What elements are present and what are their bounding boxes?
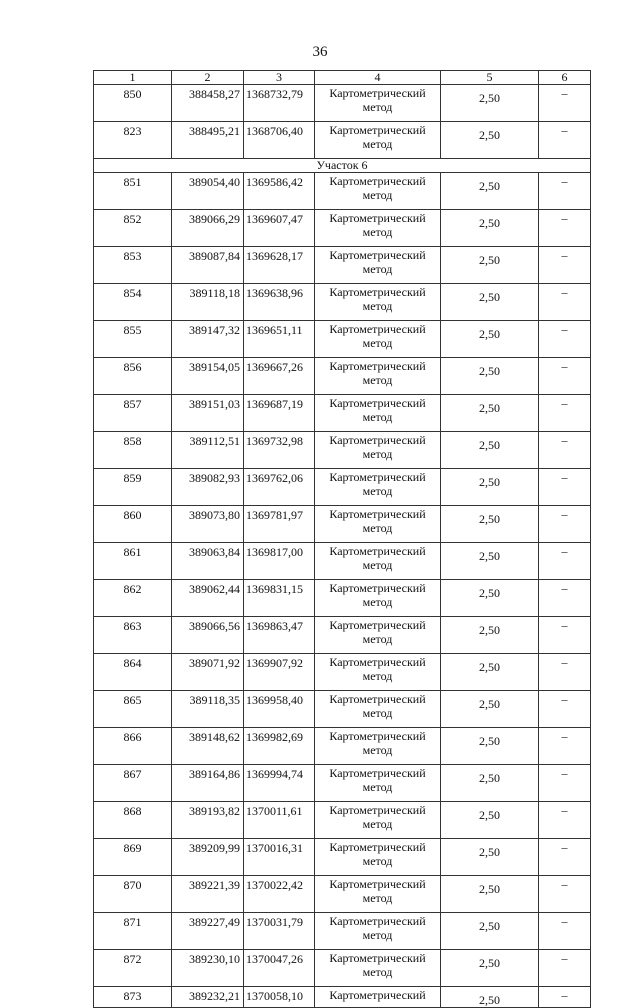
method-line-1: Картометрический — [329, 285, 426, 299]
accuracy-cell: 2,50 — [441, 321, 539, 358]
note-cell: – — [539, 839, 591, 876]
method-line-1: Картометрический — [329, 877, 426, 891]
point-number-cell: 873 — [94, 987, 172, 1008]
method-cell — [315, 987, 441, 1008]
method-line-1: Картометрический — [329, 433, 426, 447]
point-number-cell: 867 — [94, 765, 172, 802]
accuracy-cell: 2,50 — [441, 950, 539, 987]
method-line-2: метод — [362, 928, 393, 942]
method-line-2: метод — [362, 188, 393, 202]
method-line-2: метод — [362, 484, 393, 498]
accuracy-cell: 2,50 — [441, 173, 539, 210]
y-coordinate-cell: 1369831,15 — [244, 580, 315, 617]
method-cell — [315, 173, 441, 210]
method-line-1: Картометрический — [329, 988, 426, 1002]
method-cell — [315, 284, 441, 321]
method-line-2: метод — [362, 891, 393, 905]
method-cell — [315, 654, 441, 691]
method-cell — [315, 210, 441, 247]
x-coordinate-cell: 389063,84 — [172, 543, 244, 580]
method-line-2: метод — [362, 299, 393, 313]
point-number-cell: 871 — [94, 913, 172, 950]
point-number-cell: 860 — [94, 506, 172, 543]
method-cell — [315, 913, 441, 950]
point-number-cell: 862 — [94, 580, 172, 617]
method-line-2: метод — [362, 100, 393, 114]
accuracy-cell: 2,50 — [441, 543, 539, 580]
method-line-2: метод — [362, 854, 393, 868]
method-line-1: Картометрический — [329, 174, 426, 188]
x-coordinate-cell: 389164,86 — [172, 765, 244, 802]
note-cell: – — [539, 173, 591, 210]
note-cell: – — [539, 469, 591, 506]
method-line-2: метод — [362, 225, 393, 239]
note-cell: – — [539, 210, 591, 247]
note-cell: – — [539, 617, 591, 654]
column-header: 5 — [441, 71, 539, 85]
note-cell: – — [539, 358, 591, 395]
y-coordinate-cell: 1369687,19 — [244, 395, 315, 432]
accuracy-cell: 2,50 — [441, 691, 539, 728]
table-row — [94, 580, 591, 617]
table-row — [94, 432, 591, 469]
note-cell: – — [539, 913, 591, 950]
column-header: 4 — [315, 71, 441, 85]
table-row — [94, 543, 591, 580]
table-row — [94, 210, 591, 247]
method-line-2: метод — [362, 137, 393, 151]
table-row — [94, 654, 591, 691]
method-cell — [315, 247, 441, 284]
y-coordinate-cell: 1369817,00 — [244, 543, 315, 580]
method-cell — [315, 950, 441, 987]
point-number-cell: 856 — [94, 358, 172, 395]
accuracy-cell: 2,50 — [441, 765, 539, 802]
note-cell: – — [539, 987, 591, 1008]
point-number-cell: 858 — [94, 432, 172, 469]
note-cell: – — [539, 543, 591, 580]
column-header: 1 — [94, 71, 172, 85]
accuracy-cell: 2,50 — [441, 839, 539, 876]
table-row — [94, 122, 591, 159]
y-coordinate-cell: 1369732,98 — [244, 432, 315, 469]
method-line-1: Картометрический — [329, 123, 426, 137]
table-row — [94, 506, 591, 543]
method-cell — [315, 839, 441, 876]
note-cell: – — [539, 284, 591, 321]
method-cell — [315, 876, 441, 913]
method-line-2: метод — [362, 262, 393, 276]
method-line-2: метод — [362, 669, 393, 683]
point-number-cell: 853 — [94, 247, 172, 284]
note-cell: – — [539, 765, 591, 802]
point-number-cell: 872 — [94, 950, 172, 987]
table-row — [94, 691, 591, 728]
method-line-1: Картометрический — [329, 544, 426, 558]
method-line-2: метод — [362, 706, 393, 720]
method-line-1: Картометрический — [329, 914, 426, 928]
note-cell: – — [539, 876, 591, 913]
method-cell — [315, 432, 441, 469]
point-number-cell: 859 — [94, 469, 172, 506]
method-cell — [315, 358, 441, 395]
method-line-1: Картометрический — [329, 396, 426, 410]
y-coordinate-cell: 1368706,40 — [244, 122, 315, 159]
accuracy-cell: 2,50 — [441, 358, 539, 395]
point-number-cell: 865 — [94, 691, 172, 728]
column-header: 3 — [244, 71, 315, 85]
x-coordinate-cell: 389193,82 — [172, 802, 244, 839]
y-coordinate-cell: 1369586,42 — [244, 173, 315, 210]
method-cell — [315, 802, 441, 839]
table-row — [94, 395, 591, 432]
note-cell: – — [539, 728, 591, 765]
point-number-cell: 857 — [94, 395, 172, 432]
method-cell — [315, 85, 441, 122]
note-cell: – — [539, 395, 591, 432]
x-coordinate-cell: 389073,80 — [172, 506, 244, 543]
method-line-1: Картометрический — [329, 359, 426, 373]
accuracy-cell: 2,50 — [441, 580, 539, 617]
table-row — [94, 802, 591, 839]
point-number-cell: 868 — [94, 802, 172, 839]
y-coordinate-cell: 1369762,06 — [244, 469, 315, 506]
table-row — [94, 913, 591, 950]
note-cell: – — [539, 321, 591, 358]
method-cell — [315, 580, 441, 617]
x-coordinate-cell: 389232,21 — [172, 987, 244, 1008]
method-cell — [315, 395, 441, 432]
x-coordinate-cell: 389209,99 — [172, 839, 244, 876]
point-number-cell: 866 — [94, 728, 172, 765]
y-coordinate-cell: 1370058,10 — [244, 987, 315, 1008]
x-coordinate-cell: 389227,49 — [172, 913, 244, 950]
table-row — [94, 839, 591, 876]
y-coordinate-cell: 1370022,42 — [244, 876, 315, 913]
accuracy-cell: 2,50 — [441, 284, 539, 321]
x-coordinate-cell: 388458,27 — [172, 85, 244, 122]
x-coordinate-cell: 389147,32 — [172, 321, 244, 358]
table-row — [94, 950, 591, 987]
accuracy-cell: 2,50 — [441, 85, 539, 122]
method-line-1: Картометрический — [329, 655, 426, 669]
method-line-1: Картометрический — [329, 692, 426, 706]
method-line-1: Картометрический — [329, 581, 426, 595]
x-coordinate-cell: 389066,29 — [172, 210, 244, 247]
accuracy-cell: 2,50 — [441, 210, 539, 247]
x-coordinate-cell: 389154,05 — [172, 358, 244, 395]
point-number-cell: 863 — [94, 617, 172, 654]
table-row — [94, 284, 591, 321]
table-row — [94, 987, 591, 1008]
note-cell: – — [539, 85, 591, 122]
method-line-2: метод — [362, 595, 393, 609]
x-coordinate-cell: 389066,56 — [172, 617, 244, 654]
point-number-cell: 851 — [94, 173, 172, 210]
x-coordinate-cell: 389112,51 — [172, 432, 244, 469]
x-coordinate-cell: 389054,40 — [172, 173, 244, 210]
y-coordinate-cell: 1369907,92 — [244, 654, 315, 691]
x-coordinate-cell: 389062,44 — [172, 580, 244, 617]
accuracy-cell: 2,50 — [441, 913, 539, 950]
y-coordinate-cell: 1368732,79 — [244, 85, 315, 122]
method-line-2: метод — [362, 373, 393, 387]
y-coordinate-cell: 1369667,26 — [244, 358, 315, 395]
method-line-1: Картометрический — [329, 248, 426, 262]
method-line-1: Картометрический — [329, 766, 426, 780]
table-row — [94, 173, 591, 210]
accuracy-cell: 2,50 — [441, 122, 539, 159]
point-number-cell: 823 — [94, 122, 172, 159]
table-row — [94, 617, 591, 654]
method-line-2: метод — [362, 743, 393, 757]
section-row — [94, 159, 591, 173]
x-coordinate-cell: 389221,39 — [172, 876, 244, 913]
table-row — [94, 247, 591, 284]
accuracy-cell: 2,50 — [441, 876, 539, 913]
column-header-row — [94, 71, 591, 85]
note-cell: – — [539, 802, 591, 839]
note-cell: – — [539, 506, 591, 543]
x-coordinate-cell: 389087,84 — [172, 247, 244, 284]
point-number-cell: 869 — [94, 839, 172, 876]
note-cell: – — [539, 247, 591, 284]
x-coordinate-cell: 389071,92 — [172, 654, 244, 691]
method-line-2: метод — [362, 632, 393, 646]
table-row — [94, 876, 591, 913]
point-number-cell: 854 — [94, 284, 172, 321]
method-line-2: метод — [362, 817, 393, 831]
method-line-1: Картометрический — [329, 86, 426, 100]
method-line-2: метод — [362, 558, 393, 572]
accuracy-cell: 2,50 — [441, 506, 539, 543]
point-number-cell: 850 — [94, 85, 172, 122]
point-number-cell: 852 — [94, 210, 172, 247]
y-coordinate-cell: 1369781,97 — [244, 506, 315, 543]
method-line-1: Картометрический — [329, 507, 426, 521]
y-coordinate-cell: 1370016,31 — [244, 839, 315, 876]
method-cell — [315, 691, 441, 728]
table-row — [94, 321, 591, 358]
method-line-2: метод — [362, 521, 393, 535]
x-coordinate-cell: 389148,62 — [172, 728, 244, 765]
accuracy-cell: 2,50 — [441, 987, 539, 1008]
accuracy-cell: 2,50 — [441, 469, 539, 506]
accuracy-cell: 2,50 — [441, 654, 539, 691]
y-coordinate-cell: 1369628,17 — [244, 247, 315, 284]
method-cell — [315, 321, 441, 358]
method-line-2: метод — [362, 336, 393, 350]
method-line-2: метод — [362, 410, 393, 424]
method-line-1: Картометрический — [329, 211, 426, 225]
y-coordinate-cell: 1370047,26 — [244, 950, 315, 987]
note-cell: – — [539, 122, 591, 159]
column-header: 2 — [172, 71, 244, 85]
accuracy-cell: 2,50 — [441, 728, 539, 765]
y-coordinate-cell: 1369638,96 — [244, 284, 315, 321]
method-line-2: метод — [362, 447, 393, 461]
table-row — [94, 469, 591, 506]
accuracy-cell: 2,50 — [441, 802, 539, 839]
note-cell: – — [539, 691, 591, 728]
accuracy-cell: 2,50 — [441, 432, 539, 469]
method-cell — [315, 506, 441, 543]
method-line-2: метод — [362, 780, 393, 794]
table-row — [94, 728, 591, 765]
y-coordinate-cell: 1369958,40 — [244, 691, 315, 728]
method-line-1: Картометрический — [329, 840, 426, 854]
accuracy-cell: 2,50 — [441, 247, 539, 284]
note-cell: – — [539, 432, 591, 469]
y-coordinate-cell: 1369651,11 — [244, 321, 315, 358]
y-coordinate-cell: 1369982,69 — [244, 728, 315, 765]
y-coordinate-cell: 1370031,79 — [244, 913, 315, 950]
y-coordinate-cell: 1369994,74 — [244, 765, 315, 802]
table-row — [94, 85, 591, 122]
method-cell — [315, 617, 441, 654]
method-line-1: Картометрический — [329, 729, 426, 743]
coordinates-table — [93, 70, 591, 1008]
note-cell: – — [539, 580, 591, 617]
x-coordinate-cell: 389230,10 — [172, 950, 244, 987]
table-row — [94, 358, 591, 395]
column-header: 6 — [539, 71, 591, 85]
method-cell — [315, 543, 441, 580]
x-coordinate-cell: 388495,21 — [172, 122, 244, 159]
method-line-1: Картометрический — [329, 803, 426, 817]
y-coordinate-cell: 1369607,47 — [244, 210, 315, 247]
method-cell — [315, 122, 441, 159]
point-number-cell: 864 — [94, 654, 172, 691]
method-cell — [315, 765, 441, 802]
x-coordinate-cell: 389082,93 — [172, 469, 244, 506]
page-number: 36 — [312, 44, 328, 60]
table-row — [94, 765, 591, 802]
method-line-1: Картометрический — [329, 618, 426, 632]
point-number-cell: 861 — [94, 543, 172, 580]
note-cell: – — [539, 654, 591, 691]
x-coordinate-cell: 389118,35 — [172, 691, 244, 728]
y-coordinate-cell: 1370011,61 — [244, 802, 315, 839]
y-coordinate-cell: 1369863,47 — [244, 617, 315, 654]
method-line-1: Картометрический — [329, 322, 426, 336]
x-coordinate-cell: 389118,18 — [172, 284, 244, 321]
method-line-1: Картометрический — [329, 951, 426, 965]
x-coordinate-cell: 389151,03 — [172, 395, 244, 432]
accuracy-cell: 2,50 — [441, 395, 539, 432]
point-number-cell: 855 — [94, 321, 172, 358]
method-cell — [315, 728, 441, 765]
method-line-2: метод — [362, 965, 393, 979]
method-line-1: Картометрический — [329, 470, 426, 484]
note-cell: – — [539, 950, 591, 987]
method-cell — [315, 469, 441, 506]
point-number-cell: 870 — [94, 876, 172, 913]
accuracy-cell: 2,50 — [441, 617, 539, 654]
section-title: Участок 6 — [94, 159, 591, 173]
